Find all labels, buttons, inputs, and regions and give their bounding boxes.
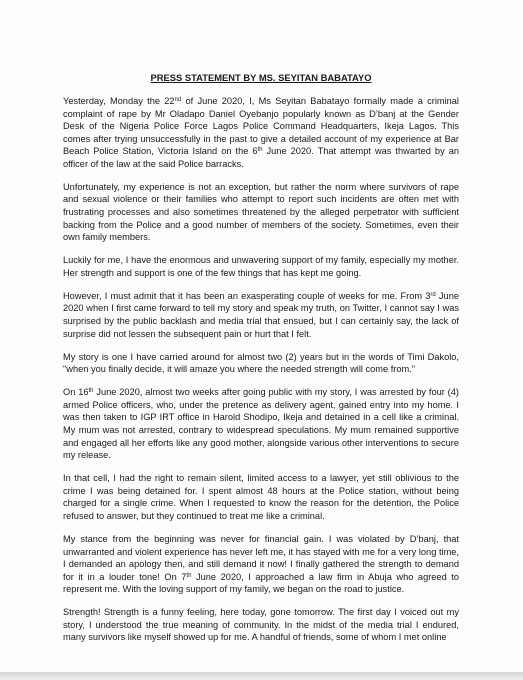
paragraph-text: June 2020, almost two weeks after going public with my story, I was arrested by four (4) armed Police officers, who, under the pretence as delivery agent, gained entry into my home. I was then taken to IGP IRT office in Harold Shodipo, Ikeja and detained in a cell like a criminal. My mum was not arrested, contrary to widespread speculations. My mum remained supportive and engaged all her efforts like any good mother, alongside various other interventions to secure my release. [63, 387, 459, 461]
paragraph-text: June 2020. That attempt was thwarted by an officer of the law at the said Police barracks. [63, 146, 459, 169]
document-body [63, 72, 459, 655]
paragraph-text: Strength! Strength is a funny feeling, here today, gone tomorrow. The first day I voiced out my story, I understood the true meaning of community. In the midst of the media trial I endured, many survivors like myself showed up for me. A handful of friends, some of whom I met online [63, 607, 459, 643]
paragraph-text: My stance from the beginning was never for financial gain. I was violated by D’banj, that unwarranted and violent experience has never left me, it has stayed with me for a very long time, I demanded an apology then, and still demand it now! I finally gathered the strength to demand for it in a louder tone! On 7 [63, 534, 459, 582]
paragraph-text: Luckily for me, I have the enormous and unwavering support of my family, especially my mother. Her strength and support is one of the few things that has kept me going. [63, 255, 459, 278]
paragraph-text: June 2020, I approached a law firm in Abuja who agreed to represent me. With the loving support of my family, we began on the road to justice. [63, 571, 459, 595]
paragraph [63, 181, 459, 244]
paragraph [63, 386, 459, 461]
paragraph [63, 533, 459, 596]
paragraph-text: June 2020 when I first came forward to tell my story and speak my truth, on Twitter, I cannot say I was surprised by the public backlash and media trial that ensued, but I can certainly say, the lack of surprise did not lessen the subsequent pain or hurt that I felt. [63, 290, 459, 339]
page-bottom-edge [0, 672, 523, 680]
paragraph-text: In that cell, I had the right to remain silent, limited access to a lawyer, yet still oblivious to the crime I was being detained for. I spent almost 48 hours at the Police station, without being charged for a single crime. When I requested to know the reason for the detention, the Police refused to answer, but they continued to treat me like a criminal. [63, 473, 459, 521]
paragraph [63, 290, 459, 340]
paragraph-text: On 16 [63, 387, 89, 398]
paragraph [63, 351, 459, 376]
ordinal-suffix: th [186, 572, 192, 579]
paragraph [63, 472, 459, 522]
ordinal-suffix: th [257, 147, 263, 154]
paragraph-text: However, I must admit that it has been an exasperating couple of weeks for me. From 3 [63, 290, 431, 301]
paragraph [63, 95, 459, 170]
ordinal-suffix: rd [430, 291, 436, 298]
paragraph [63, 606, 459, 644]
paragraph-text: My story is one I have carried around for almost two (2) years but in the words of Timi Dakolo, "when you finally decide, it will amaze you where the needed strength will come from." [63, 351, 459, 375]
paragraph-text: of June 2020, I, Ms Seyitan Babatayo formally made a criminal complaint of rape by Mr Oladapo Daniel Oyebanjo popularly known as D’banj at the Gender Desk of the Nigeria Police Force Lagos Police Command Headquarters, Ikeja Lagos. This comes after trying unsuccessfully in the past to give a detailed account of my experience at Bar Beach Police Station, Victoria Island on the 6 [63, 96, 459, 157]
document-title: PRESS STATEMENT BY MS. SEYITAN BABATAYO [150, 72, 372, 83]
ordinal-suffix: th [88, 388, 94, 395]
paragraph [63, 254, 459, 279]
paragraph-text: Yesterday, Monday the 22 [63, 96, 175, 106]
ordinal-suffix: nd [174, 97, 182, 103]
paragraph-text: Unfortunately, my experience is not an exception, but rather the norm where survivors of rape and sexual violence or their families who attempt to report such incidents are often met with frustrating processes and also sometimes threatened by the alleged perpetrator with sufficient backing from the Police and a good number of members of the society. Sometimes, even their own family members. [63, 181, 459, 243]
